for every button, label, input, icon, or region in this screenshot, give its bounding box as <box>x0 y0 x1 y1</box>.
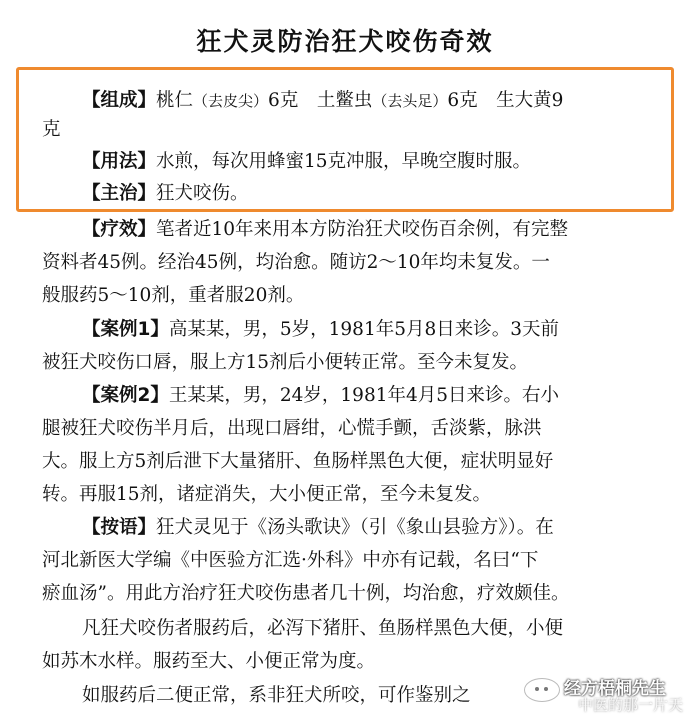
usage-text: 水煎，每次用蜂蜜15克冲服，早晚空腹时服。 <box>156 151 532 172</box>
note-head: 【按语】 <box>82 517 157 538</box>
case1-line-1 <box>82 318 662 342</box>
case2-line-3: 大。服上方5剂后泄下大量猪肝、鱼肠样黑色大便，症状明显好 <box>42 451 554 472</box>
case2-line-4: 转。再服15剂，诸症消失，大小便正常，至今未复发。 <box>42 484 492 505</box>
note-line-3: 瘀血汤”。用此方治疗狂犬咬伤患者几十例，均治愈，疗效颇佳。 <box>42 583 570 604</box>
efficacy-line-1 <box>82 218 662 242</box>
composition-line <box>82 89 662 113</box>
efficacy-head: 【疗效】 <box>82 219 157 240</box>
wechat-icon <box>524 678 560 702</box>
para2-line-1: 凡狂犬咬伤者服药后，必泻下猪肝、鱼肠样黑色大便，小便 <box>82 618 564 639</box>
composition-head: 【组成】 <box>82 90 157 111</box>
watermark-account: 中医的那一片天 <box>578 696 684 714</box>
note-line-1 <box>82 516 662 540</box>
case2-line-1 <box>82 384 662 408</box>
case2-text-1: 王某某，男，24岁，1981年4月5日来诊。右小 <box>168 385 560 406</box>
case1-head: 【案例1】 <box>82 319 169 340</box>
composition-note-2: （去头足） <box>372 92 448 110</box>
indication-text: 狂犬咬伤。 <box>156 183 249 204</box>
case1-line-2: 被狂犬咬伤口唇，服上方15剂后小便转正常。至今未复发。 <box>42 352 529 373</box>
note-text-1: 狂犬灵见于《汤头歌诀》（引《象山县验方》）。在 <box>156 517 554 538</box>
indication-line <box>82 182 662 206</box>
para3-line-1: 如服药后二便正常，系非狂犬所咬，可作鉴别之 <box>82 685 471 706</box>
usage-head: 【用法】 <box>82 151 157 172</box>
composition-line-2: 克 <box>42 119 61 140</box>
composition-text-2: 6克 土鳖虫 <box>268 90 373 111</box>
usage-line <box>82 150 662 174</box>
efficacy-line-2: 资料者45例。经治45例，均治愈。随访2～10年均未复发。一 <box>42 252 550 273</box>
case2-head: 【案例2】 <box>82 385 169 406</box>
indication-head: 【主治】 <box>82 183 157 204</box>
composition-text-3: 6克 生大黄9 <box>447 90 564 111</box>
composition-text-1: 桃仁 <box>156 90 194 111</box>
watermark-author: 经方梧桐先生 <box>564 679 666 699</box>
page-title: 狂犬灵防治狂犬咬伤奇效 <box>196 27 494 56</box>
efficacy-text-1: 笔者近10年来用本方防治狂犬咬伤百余例，有完整 <box>156 219 569 240</box>
note-line-2: 河北新医大学编《中医验方汇选·外科》中亦有记载，名曰“下 <box>42 550 539 571</box>
composition-note-1: （去皮尖） <box>193 92 269 110</box>
efficacy-line-3: 般服药5～10剂，重者服20剂。 <box>42 285 305 306</box>
para2-line-2: 如苏木水样。服药至大、小便正常为度。 <box>42 651 376 672</box>
case2-line-2: 腿被狂犬咬伤半月后，出现口唇绀，心慌手颤，舌淡紫，脉洪 <box>42 418 542 439</box>
case1-text-1: 高某某，男，5岁，1981年5月8日来诊。3天前 <box>168 319 560 340</box>
watermark <box>520 670 690 715</box>
